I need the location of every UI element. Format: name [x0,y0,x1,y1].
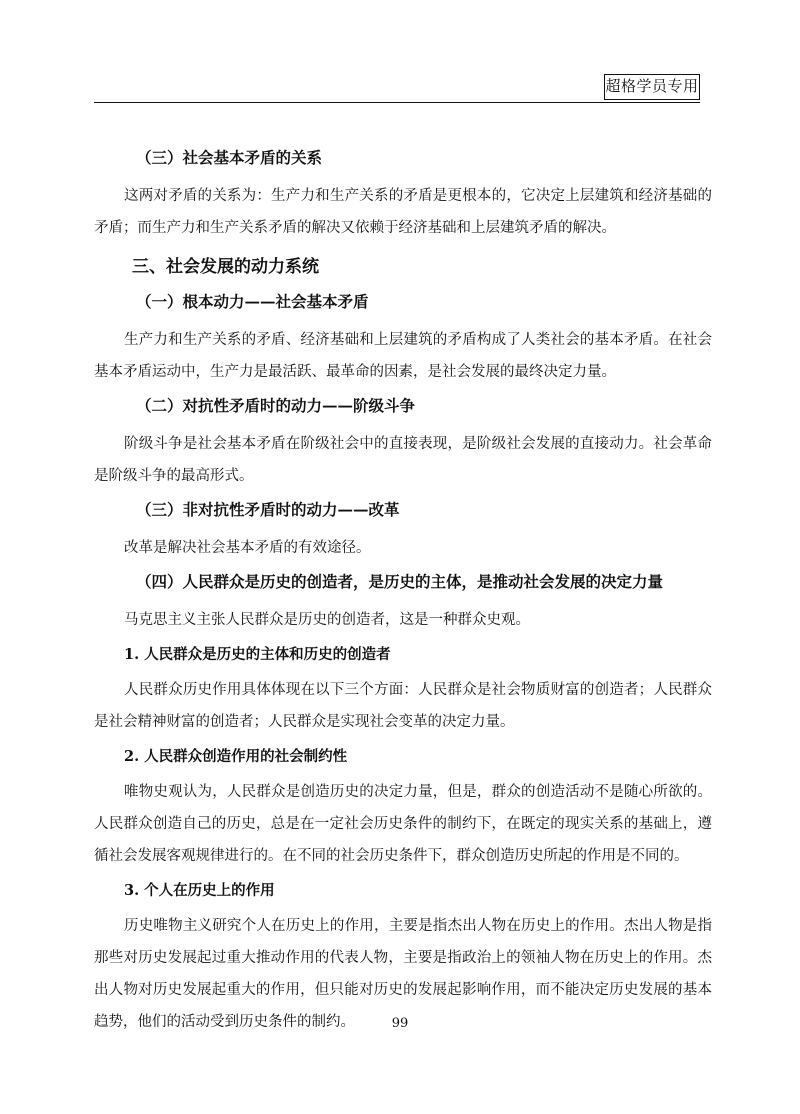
point-heading-2: 2. 人民群众创造作用的社会制约性 [124,748,348,765]
section-heading-dynamic-system: 三、社会发展的动力系统 [132,257,319,277]
header-badge: 超格学员专用 [604,74,700,100]
subheading-basic-contradiction-relation: （三）社会基本矛盾的关系 [136,148,323,167]
point-heading-3: 3. 个人在历史上的作用 [124,882,275,899]
paragraph: 人民群众历史作用具体体现在以下三个方面：人民群众是社会物质财富的创造者；人民群众是社会精神财富的创造者；人民群众是实现社会变革的决定力量。 [94,682,712,730]
paragraph: 这两对矛盾的关系为：生产力和生产关系的矛盾是更根本的，它决定上层建筑和经济基础的矛盾；而生产力和生产关系矛盾的解决又依赖于经济基础和上层建筑矛盾的解决。 [94,188,712,236]
paragraph: 马克思主义主张人民群众是历史的创造者，这是一种群众史观。 [124,612,530,628]
paragraph: 改革是解决社会基本矛盾的有效途径。 [124,540,371,556]
point-heading-1: 1. 人民群众是历史的主体和历史的创造者 [124,646,391,663]
subheading-class-struggle: （二）对抗性矛盾时的动力——阶级斗争 [136,396,416,415]
paragraph: 阶级斗争是社会基本矛盾在阶级社会中的直接表现，是阶级社会发展的直接动力。社会革命是阶级斗争的最高形式。 [94,436,712,484]
subheading-fundamental-driver: （一）根本动力——社会基本矛盾 [136,292,369,311]
header-rule [94,102,700,103]
document-body [94,146,712,1044]
subheading-reform: （三）非对抗性矛盾时的动力——改革 [136,500,400,519]
paragraph: 历史唯物主义研究个人在历史上的作用，主要是指杰出人物在历史上的作用。杰出人物是指那些对历史发展起过重大推动作用的代表人物，主要是指政治上的领袖人物在历史上的作用。杰出人物对历史发展起重大的作用，但只能对历史的发展起影响作用，而不能决定历史发展的基本趋势，他们的活动受到历史条件的制约。 [94,918,712,1030]
paragraph: 唯物史观认为，人民群众是创造历史的决定力量，但是，群众的创造活动不是随心所欲的。人民群众创造自己的历史，总是在一定社会历史条件的制约下，在既定的现实关系的基础上，遵循社会发展客观规律进行的。在不同的社会历史条件下，群众创造历史所起的作用是不同的。 [94,784,712,864]
page-number: 99 [391,1016,409,1031]
paragraph: 生产力和生产关系的矛盾、经济基础和上层建筑的矛盾构成了人类社会的基本矛盾。在社会基本矛盾运动中，生产力是最活跃、最革命的因素，是社会发展的最终决定力量。 [94,332,712,380]
subheading-people-as-creators: （四）人民群众是历史的创造者，是历史的主体，是推动社会发展的决定力量 [136,572,664,591]
